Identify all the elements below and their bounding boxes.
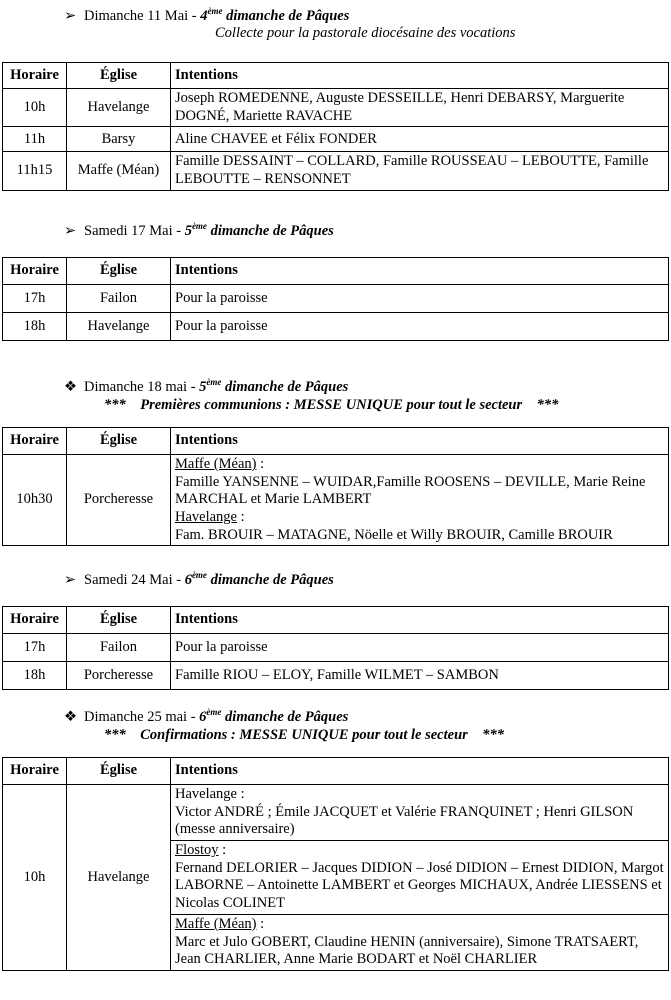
cell-intent: Joseph ROMEDENNE, Auguste DESSEILLE, Henri DEBARSY, Marguerite DOGNÉ, Mariette RAVACHE (171, 89, 669, 127)
heading-title: dimanche de Pâques (221, 378, 349, 395)
mass-table-1 (2, 62, 669, 191)
cell-church: Maffe (Méan) (67, 152, 171, 190)
cell-intent (171, 785, 669, 971)
heading-sup: ème (206, 707, 222, 717)
col-intentions: Intentions (171, 607, 669, 634)
section-heading-2 (64, 221, 334, 241)
table-header (3, 258, 669, 285)
section-heading-5 (64, 707, 348, 727)
heading-sup: ème (207, 6, 223, 16)
cell-church: Failon (67, 285, 171, 313)
heading-title: dimanche de Pâques (221, 708, 349, 725)
heading-date: Dimanche 11 Mai - (84, 7, 201, 24)
col-horaire: Horaire (3, 258, 67, 285)
cell-church: Havelange (67, 313, 171, 341)
table-row (3, 152, 669, 190)
table-row (3, 127, 669, 152)
place-label: Havelange (175, 509, 237, 526)
mass-table-5 (2, 757, 669, 971)
intent-group-flostoy (171, 841, 668, 915)
heading-date: Dimanche 25 mai - (84, 708, 200, 725)
place-label: Maffe (Méan) (175, 915, 257, 932)
heading-ordinal: 4 (200, 7, 208, 24)
col-horaire: Horaire (3, 63, 67, 89)
col-horaire: Horaire (3, 758, 67, 785)
table-header (3, 607, 669, 634)
intent-group-havelange (171, 785, 668, 841)
table-row (3, 313, 669, 341)
cell-church: Barsy (67, 127, 171, 152)
col-intentions: Intentions (171, 758, 669, 785)
intent-text: Famille YANSENNE – WUIDAR,Famille ROOSENS – DEVILLE, Marie Reine MARCHAL et Marie LAMBERT (175, 473, 646, 508)
col-horaire: Horaire (3, 607, 67, 634)
col-eglise: Église (67, 258, 171, 285)
section-subline-1: Collecte pour la pastorale diocésaine des vocations (215, 25, 516, 41)
intent-text: Victor ANDRÉ ; Émile JACQUET et Valérie FRANQUINET ; Henri GILSON (messe anniversaire) (175, 803, 634, 838)
table-header (3, 428, 669, 455)
heading-title: dimanche de Pâques (206, 571, 334, 588)
col-eglise: Église (67, 428, 171, 455)
heading-date: Samedi 17 Mai - (84, 222, 185, 239)
cell-intent (171, 455, 669, 546)
intent-group-maffe (171, 915, 668, 970)
table-row (3, 89, 669, 127)
diamond-bullet-icon: ❖ (64, 708, 77, 725)
diamond-bullet-icon: ❖ (64, 378, 77, 395)
col-eglise: Église (67, 758, 171, 785)
col-eglise: Église (67, 63, 171, 89)
cell-time: 17h (3, 285, 67, 313)
cell-church: Havelange (67, 785, 171, 971)
cell-church: Havelange (67, 89, 171, 127)
mass-table-4 (2, 606, 669, 690)
intent-text: Fernand DELORIER – Jacques DIDION – José DIDION – Ernest DIDION, Margot LABORNE – Antoinette LAMBERT et Georges MICHAUX, Andrée LIESSENS et Nicolas COLINET (175, 859, 664, 912)
place-label: Maffe (Méan) (175, 456, 257, 472)
place-label-suffix: : (256, 915, 265, 932)
table-row (3, 455, 669, 546)
cell-intent: Pour la paroisse (171, 313, 669, 341)
table-header (3, 63, 669, 89)
col-intentions: Intentions (171, 428, 669, 455)
place-label: Flostoy (175, 842, 219, 859)
cell-time: 10h (3, 89, 67, 127)
place-label-suffix: : (218, 842, 227, 859)
heading-sup: ème (191, 570, 207, 580)
cell-intent: Famille RIOU – ELOY, Famille WILMET – SAMBON (171, 662, 669, 690)
section-heading-4 (64, 570, 334, 590)
heading-title: dimanche de Pâques (222, 7, 350, 24)
section-subline-3: *** Premières communions : MESSE UNIQUE pour tout le secteur *** (104, 397, 559, 413)
heading-date: Dimanche 18 mai - (84, 378, 200, 395)
cell-intent: Pour la paroisse (171, 285, 669, 313)
cell-time: 17h (3, 634, 67, 662)
heading-ordinal: 5 (199, 378, 207, 395)
cell-time: 10h30 (3, 455, 67, 546)
cell-time: 18h (3, 662, 67, 690)
table-row (3, 785, 669, 971)
heading-ordinal: 6 (184, 571, 192, 588)
intent-text: Marc et Julo GOBERT, Claudine HENIN (anniversaire), Simone TRATSAERT, Jean CHARLIER, Anne Marie BODART et Noël CHARLIER (175, 933, 639, 968)
place-label-suffix: : (237, 509, 245, 526)
cell-intent: Famille DESSAINT – COLLARD, Famille ROUSSEAU – LEBOUTTE, Famille LEBOUTTE – RENSONNET (171, 152, 669, 190)
heading-ordinal: 6 (199, 708, 207, 725)
cell-time: 11h15 (3, 152, 67, 190)
table-row (3, 285, 669, 313)
section-subline-5: *** Confirmations : MESSE UNIQUE pour tout le secteur *** (104, 727, 505, 743)
cell-church: Porcheresse (67, 455, 171, 546)
section-heading-1 (64, 6, 349, 26)
heading-date: Samedi 24 Mai - (84, 571, 185, 588)
cell-intent: Pour la paroisse (171, 634, 669, 662)
arrow-bullet-icon: ➢ (64, 571, 77, 588)
cell-intent: Aline CHAVEE et Félix FONDER (171, 127, 669, 152)
arrow-bullet-icon: ➢ (64, 7, 77, 24)
col-intentions: Intentions (171, 63, 669, 89)
place-label: Havelange : (175, 786, 245, 802)
heading-sup: ème (191, 221, 207, 231)
cell-time: 10h (3, 785, 67, 971)
cell-church: Failon (67, 634, 171, 662)
heading-title: dimanche de Pâques (206, 222, 334, 239)
cell-time: 18h (3, 313, 67, 341)
table-header (3, 758, 669, 785)
table-row (3, 634, 669, 662)
col-horaire: Horaire (3, 428, 67, 455)
arrow-bullet-icon: ➢ (64, 222, 77, 239)
col-intentions: Intentions (171, 258, 669, 285)
mass-table-2 (2, 257, 669, 341)
section-heading-3 (64, 377, 348, 397)
heading-sup: ème (206, 377, 222, 387)
cell-church: Porcheresse (67, 662, 171, 690)
table-row (3, 662, 669, 690)
heading-ordinal: 5 (184, 222, 192, 239)
cell-time: 11h (3, 127, 67, 152)
intent-text: Fam. BROUIR – MATAGNE, Nöelle et Willy BROUIR, Camille BROUIR (175, 526, 613, 543)
col-eglise: Église (67, 607, 171, 634)
place-label-suffix: : (256, 456, 265, 472)
mass-table-3 (2, 427, 669, 546)
